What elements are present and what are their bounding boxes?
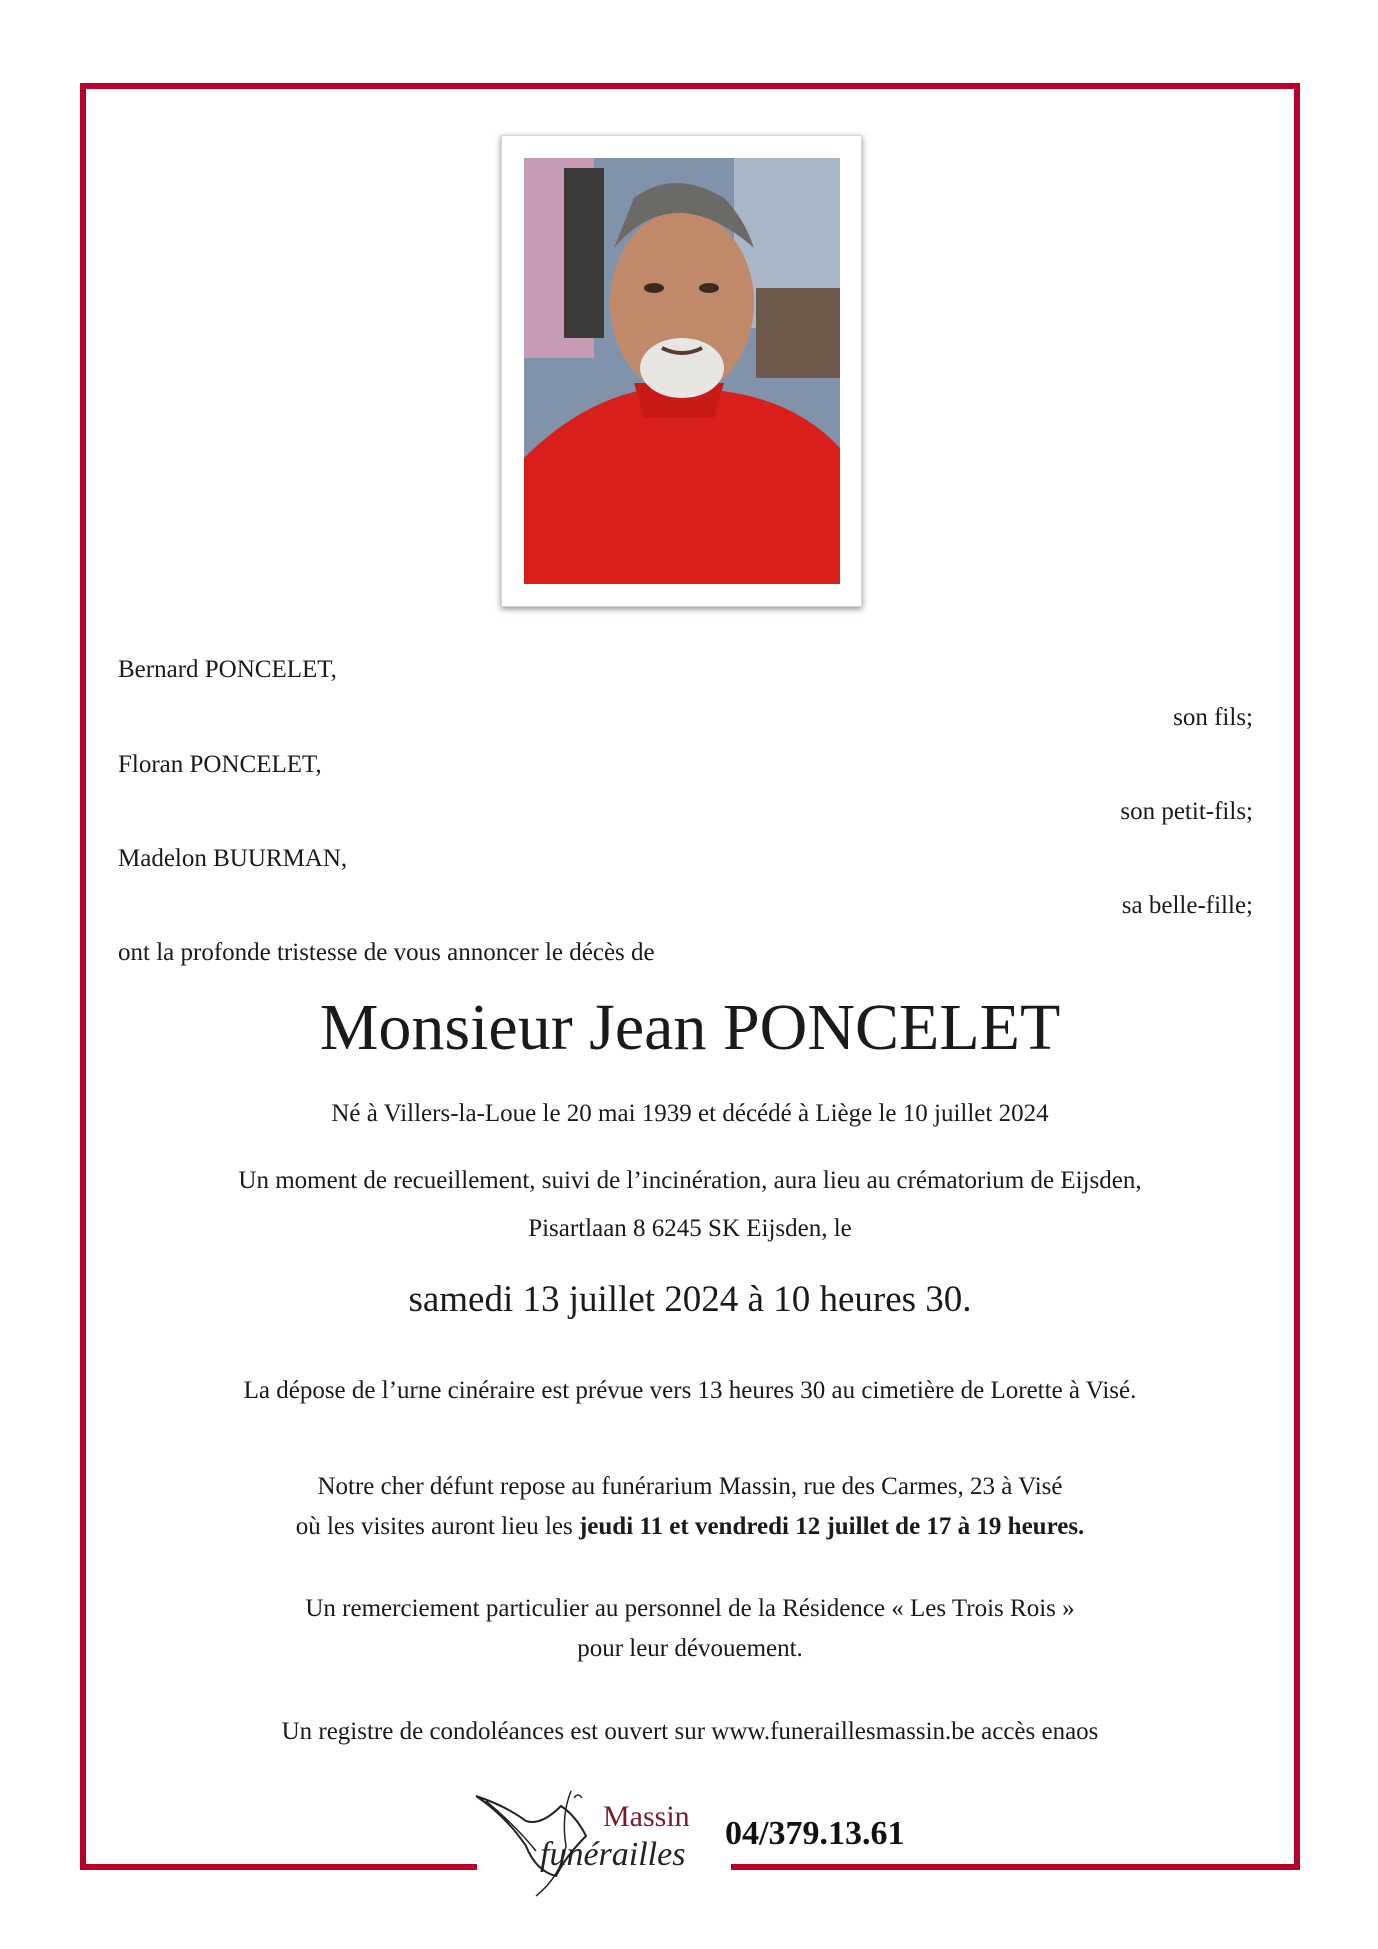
portrait-photo: [524, 158, 840, 584]
deceased-name: Monsieur Jean PONCELET: [319, 991, 1061, 1064]
thanks-line-2: pour leur dévouement.: [577, 1635, 803, 1662]
visits-line-2: [80, 1512, 1300, 1542]
ceremony-line-2: Pisartlaan 8 6245 SK Eijsden, le: [528, 1215, 852, 1242]
family-member-relation: sa belle-fille;: [1121, 892, 1253, 919]
birth-death-dates: Né à Villers-la-Loue le 20 mai 1939 et décédé à Liège le 10 juillet 2024: [331, 1100, 1049, 1127]
portrait-card: [501, 135, 862, 607]
condolence-registry: Un registre de condoléances est ouvert sur www.funeraillesmassin.be accès enaos: [281, 1718, 1099, 1745]
logo-funerailles-text: funérailles: [540, 1836, 686, 1873]
phone-number: 04/379.13.61: [725, 1815, 905, 1852]
family-member-relation: son fils;: [1173, 704, 1253, 731]
logo-massin-text: Massin: [603, 1800, 690, 1833]
family-member-name: Madelon BUURMAN,: [118, 845, 348, 872]
visits-line-1: Notre cher défunt repose au funérarium Massin, rue des Carmes, 23 à Visé: [317, 1473, 1063, 1500]
ceremony-line-1: Un moment de recueillement, suivi de l’incinération, aura lieu au crématorium de Eijsden,: [238, 1167, 1142, 1194]
announcement-line: ont la profonde tristesse de vous annoncer le décès de: [118, 939, 655, 966]
urn-deposit-text: La dépose de l’urne cinéraire est prévue vers 13 heures 30 au cimetière de Lorette à Visé.: [243, 1377, 1137, 1404]
visits-schedule: jeudi 11 et vendredi 12 juillet de 17 à 19 heures.: [578, 1513, 1085, 1540]
visits-line-2-prefix: où les visites auront lieu les: [295, 1513, 579, 1540]
family-member-name: Bernard PONCELET,: [118, 656, 337, 683]
family-member-relation: son petit-fils;: [1120, 798, 1253, 825]
thanks-line-1: Un remerciement particulier au personnel de la Résidence « Les Trois Rois »: [305, 1595, 1075, 1622]
portrait-illustration: [524, 158, 840, 584]
ceremony-datetime: samedi 13 juillet 2024 à 10 heures 30.: [408, 1279, 972, 1320]
family-member-name: Floran PONCELET,: [118, 751, 322, 778]
